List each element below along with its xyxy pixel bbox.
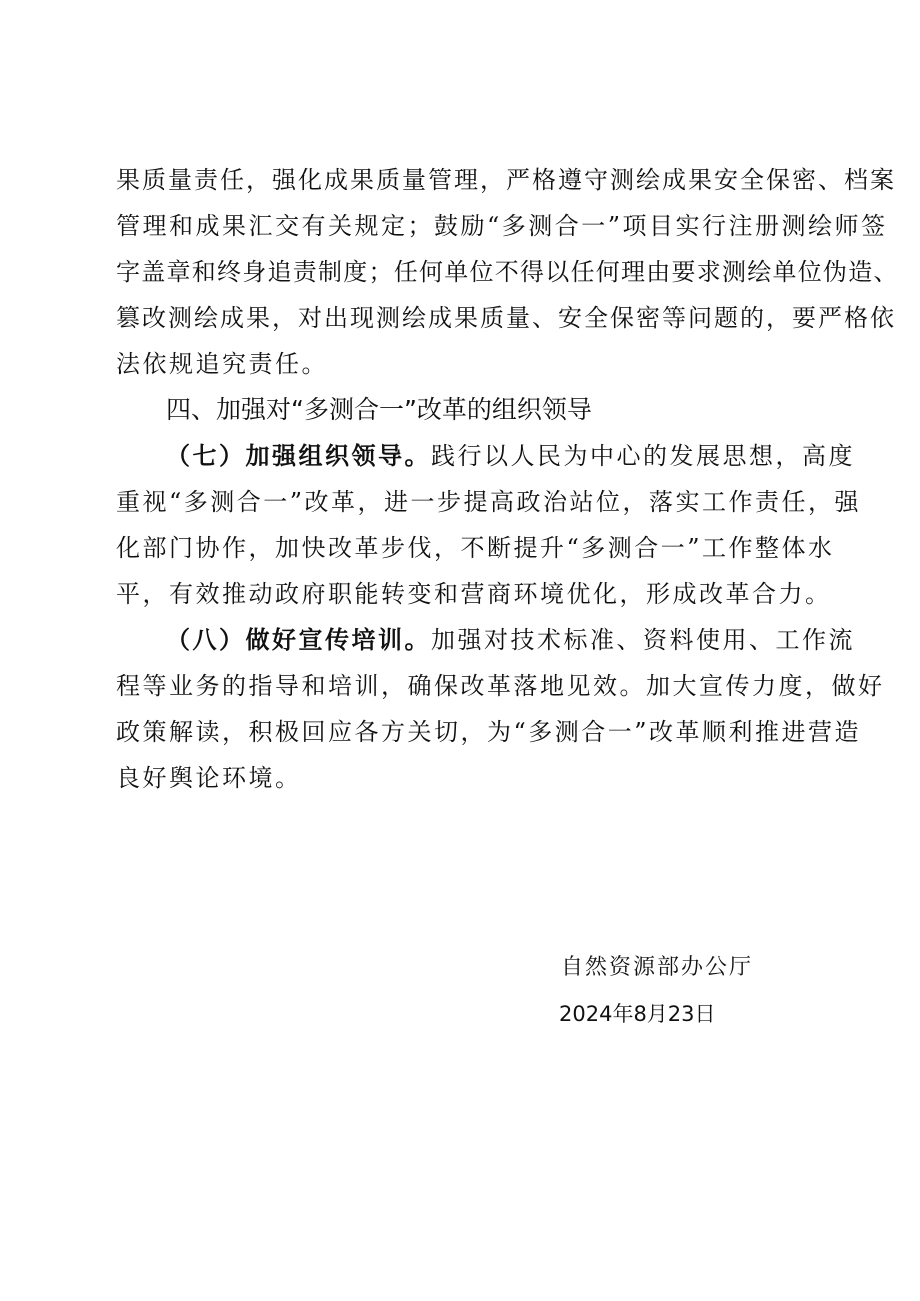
item-8-first-line (166, 622, 855, 658)
item-8-title: （八）做好宣传培训。 (166, 625, 431, 654)
section-heading: 四、加强对“多测合一”改革的组织领导 (166, 395, 592, 424)
paragraph-line: 管理和成果汇交有关规定；鼓励“多测合一”项目实行注册测绘师签 (116, 212, 888, 240)
paragraph-line: 字盖章和终身追责制度；任何单位不得以任何理由要求测绘单位伪造、 (116, 258, 899, 286)
item-7-first-line (166, 438, 855, 474)
paragraph-line: 政策解读，积极回应各方关切，为“多测合一”改革顺利推进营造 (116, 718, 862, 746)
item-8-text: 加强对技术标准、资料使用、工作流 (431, 626, 855, 654)
issuer-name: 自然资源部办公厅 (561, 955, 754, 980)
paragraph-line: 化部门协作，加快改革步伐，不断提升“多测合一”工作整体水 (116, 534, 835, 562)
paragraph-line: 平，有效推动政府职能转变和营商环境优化，形成改革合力。 (116, 580, 832, 608)
paragraph-line: 法依规追究责任。 (116, 350, 328, 378)
paragraph-line: 果质量责任，强化成果质量管理，严格遵守测绘成果安全保密、档案 (116, 166, 896, 194)
paragraph-line: 程等业务的指导和培训，确保改革落地见效。加大宣传力度，做好 (116, 672, 885, 700)
paragraph-line: 重视“多测合一”改革，进一步提高政治站位，落实工作责任，强 (116, 488, 862, 516)
item-7-text: 践行以人民为中心的发展思想，高度 (431, 442, 855, 470)
issue-date: 2024年8月23日 (559, 1002, 716, 1026)
paragraph-line: 篡改测绘成果，对出现测绘成果质量、安全保密等问题的，要严格依 (116, 304, 896, 332)
item-7-title: （七）加强组织领导。 (166, 441, 431, 470)
paragraph-line: 良好舆论环境。 (116, 764, 302, 792)
